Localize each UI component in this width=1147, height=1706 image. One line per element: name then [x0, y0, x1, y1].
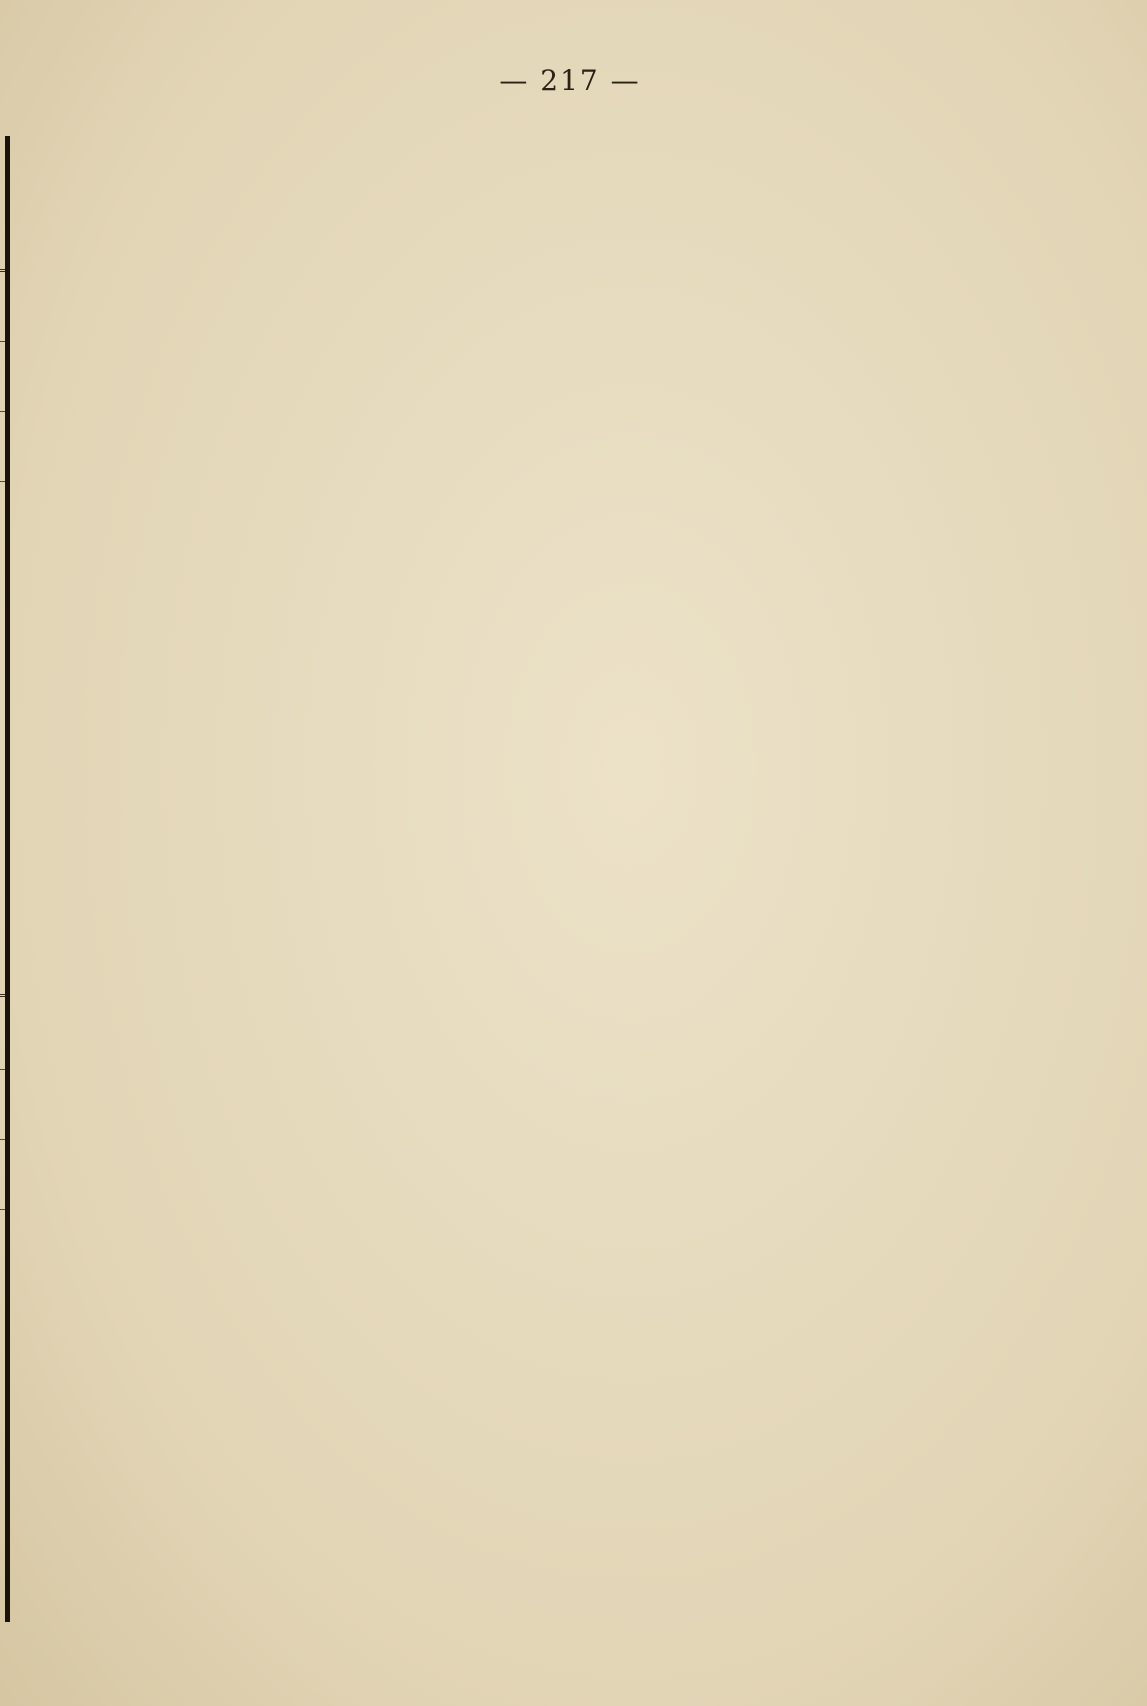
column-rule: [0, 1209, 5, 1210]
column-rule: [0, 481, 5, 482]
column-double-rule: [0, 994, 5, 997]
rotated-table-wrapper: [0, 136, 10, 1622]
column-rule: [0, 1069, 5, 1070]
land-register-table: [0, 136, 10, 1622]
column-rule: [0, 411, 5, 412]
column-rule: [0, 1139, 5, 1140]
column-double-rule: [0, 269, 5, 272]
page-number: — 217 —: [499, 64, 641, 97]
column-rule: [0, 341, 5, 342]
